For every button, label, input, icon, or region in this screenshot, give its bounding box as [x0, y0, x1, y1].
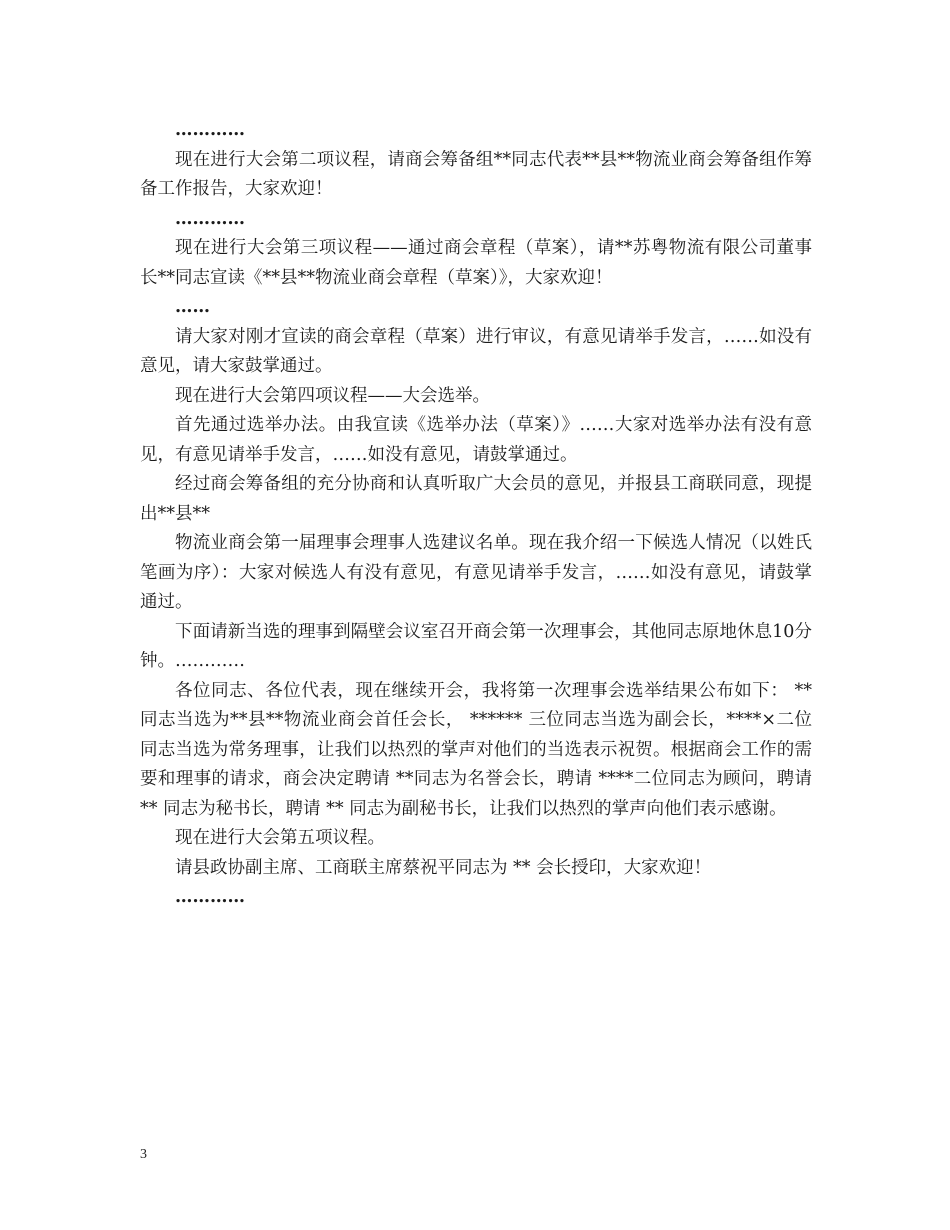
paragraph-recess: 下面请新当选的理事到隔壁会议室召开商会第一次理事会，其他同志原地休息10分钟。………… [140, 621, 812, 671]
page-number: 3 [140, 1147, 147, 1162]
paragraph-election-rules: 首先通过选举办法。由我宣读《选举办法（草案）》……大家对选举办法有没有意见，有意见请举手发言，……如没有意见，请鼓掌通过。 [140, 415, 812, 465]
ellipsis-paragraph: ………… [175, 887, 245, 907]
paragraph-agenda-item-5: 现在进行大会第五项议程。 [175, 828, 385, 848]
paragraph-charter-review: 请大家对刚才宣读的商会章程（草案）进行审议，有意见请举手发言，……如没有意见，请大家鼓掌通过。 [140, 326, 812, 376]
paragraph-nomination-intro: 经过商会筹备组的充分协商和认真听取广大会员的意见，并报县工商联同意，现提出**县** [140, 474, 812, 524]
paragraph-agenda-item-2: 现在进行大会第二项议程，请商会筹备组**同志代表**县**物流业商会筹备组作筹备工作报告，大家欢迎！ [140, 149, 812, 199]
paragraph-agenda-item-3: 现在进行大会第三项议程——通过商会章程（草案），请**苏粤物流有限公司董事长**同志宣读《**县**物流业商会章程（草案）》，大家欢迎！ [140, 238, 812, 288]
paragraph-agenda-item-4: 现在进行大会第四项议程——大会选举。 [175, 385, 490, 406]
ellipsis-paragraph: ………… [175, 208, 245, 229]
ellipsis-paragraph: ………… [175, 120, 245, 140]
paragraph-election-results: 各位同志、各位代表，现在继续开会，我将第一次理事会选举结果公布如下： ** 同志当选为**县**物流业商会首任会长， ****** 三位同志当选为副会长，****×二位同志当选为常务理事，让我们以热烈的掌声对他们的当选表示祝贺。根据商会工作的需要和理事的请求，商会决定聘请 **同志为名誉会长，聘请 ****二位同志为顾问，聘请 ** 同志为秘书长，聘请 ** 同志为副秘书长，让我们以热烈的掌声向他们表示感谢。 [140, 680, 812, 819]
paragraph-seal-presentation: 请县政协副主席、工商联主席蔡祝平同志为 ** 会长授印，大家欢迎！ [175, 857, 712, 878]
document-body [140, 116, 812, 913]
ellipsis-paragraph: …… [175, 297, 210, 317]
paragraph-candidate-list: 物流业商会第一届理事会理事人选建议名单。现在我介绍一下候选人情况（以姓氏笔画为序）：大家对候选人有没有意见，有意见请举手发言，……如没有意见，请鼓掌通过。 [140, 533, 812, 612]
